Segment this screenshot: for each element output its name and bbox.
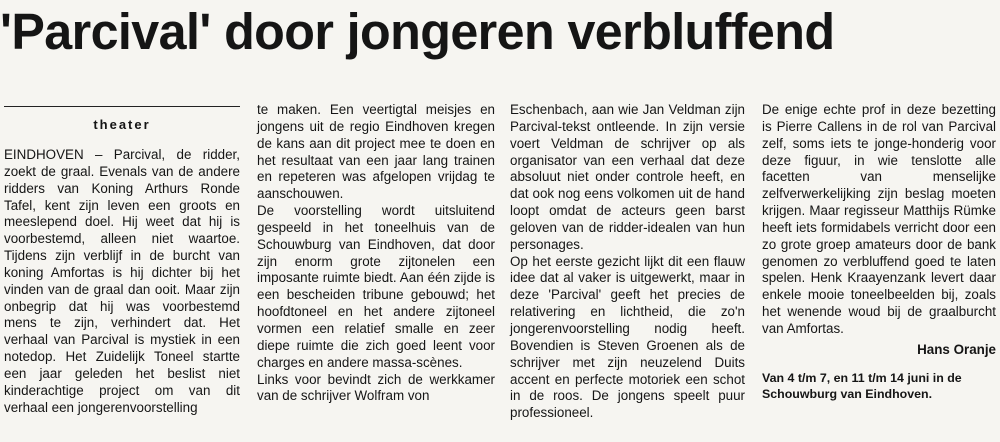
column-2 xyxy=(257,102,495,405)
author-byline: Hans Oranje xyxy=(917,341,996,357)
headline: 'Parcival' door jongeren verbluffend xyxy=(0,3,835,60)
paragraph: Op het eerste gezicht lijkt dit een flauw idee dat al vaker is uitgewerkt, maar in deze 'Parcival' geeft het precies de relativering en lichtheid, die zo'n jongerenvoorstelling nodig heeft. Bovendien is Steven Groenen als de schrijver met zijn neuzelend Duits accent en perfecte motoriek een schot in de roos. De jongens speelt puur professioneel. xyxy=(510,253,745,421)
paragraph: Eschenbach, aan wie Jan Veldman zijn Parcival-tekst ontleende. In zijn versie voert Veldman de schrijver op als organisator van een verhaal dat deze absoluut niet onder controle heeft, en dat ook nog eens volkomen uit de hand loopt omdat de acteurs geen barst geloven van de ridder-idealen van hun personages. xyxy=(510,102,745,252)
paragraph: De enige echte prof in deze bezetting is Pierre Callens in de rol van Parcival zelf, soms iets te jonge-honderig voor deze figuur, in wie tenslotte alle facetten van menselijke zelfverwerkelijking zijn beslag moeten krijgen. Maar regisseur Matthijs Rümke heeft iets formidabels verricht door een zo grote groep amateurs door de bank genomen zo verbluffend goed te laten spelen. Henk Kraayenzank levert daar enkele mooie toneelbeelden bij, zoals het wenende woud bij de graalburcht van Amfortas. xyxy=(762,102,996,336)
performance-info: Van 4 t/m 7, en 11 t/m 14 juni in de Schouwburg van Eindhoven. xyxy=(762,370,962,401)
section-rule xyxy=(4,106,240,107)
paragraph: De voorstelling wordt uitsluitend gespeeld in het toneelhuis van de Schouwburg van Eindhoven, dat door zijn enorm grote zijtonelen een imposante ruimte biedt. Aan één zijde is een bescheiden tribune gebouwd; het hoofdtoneel en het andere zijtoneel vormen een relatief smalle en zeer diepe ruimte die zich goed leent voor charges en andere massa-scènes. xyxy=(257,203,495,370)
column-4 xyxy=(762,102,996,402)
paragraph: te maken. Een veertigtal meisjes en jongens uit de regio Eindhoven kregen de kans aan dit project mee te doen en het resultaat van een jaar lang trainen en repeteren was afgelopen vrijdag te aanschouwen. xyxy=(257,102,495,202)
paragraph: EINDHOVEN – Parcival, de ridder, zoekt de graal. Evenals van de andere ridders van Koning Arthurs Ronde Tafel, kent zijn leven een groots en meeslepend doel. Hij weet dat hij is voorbestemd, alleen niet waartoe. Tijdens zijn verblijf in de burcht van koning Amfortas is hij dichter bij het vinden van de graal dan ooit. Maar zijn onbegrip dat hij was voorbestemd mens te zijn, verhindert dat. Het verhaal van Parcival is mystiek in een notedop. Het Zuidelijk Toneel startte een jaar geleden het beslist niet kinderachtige project om van dit verhaal een jongerenvoorstelling xyxy=(4,147,240,415)
section-label: theater xyxy=(93,117,151,132)
paragraph: Links voor bevindt zich de werkkamer van de schrijver Wolfram von xyxy=(257,371,495,404)
column-3 xyxy=(510,102,745,422)
column-1 xyxy=(4,106,240,417)
